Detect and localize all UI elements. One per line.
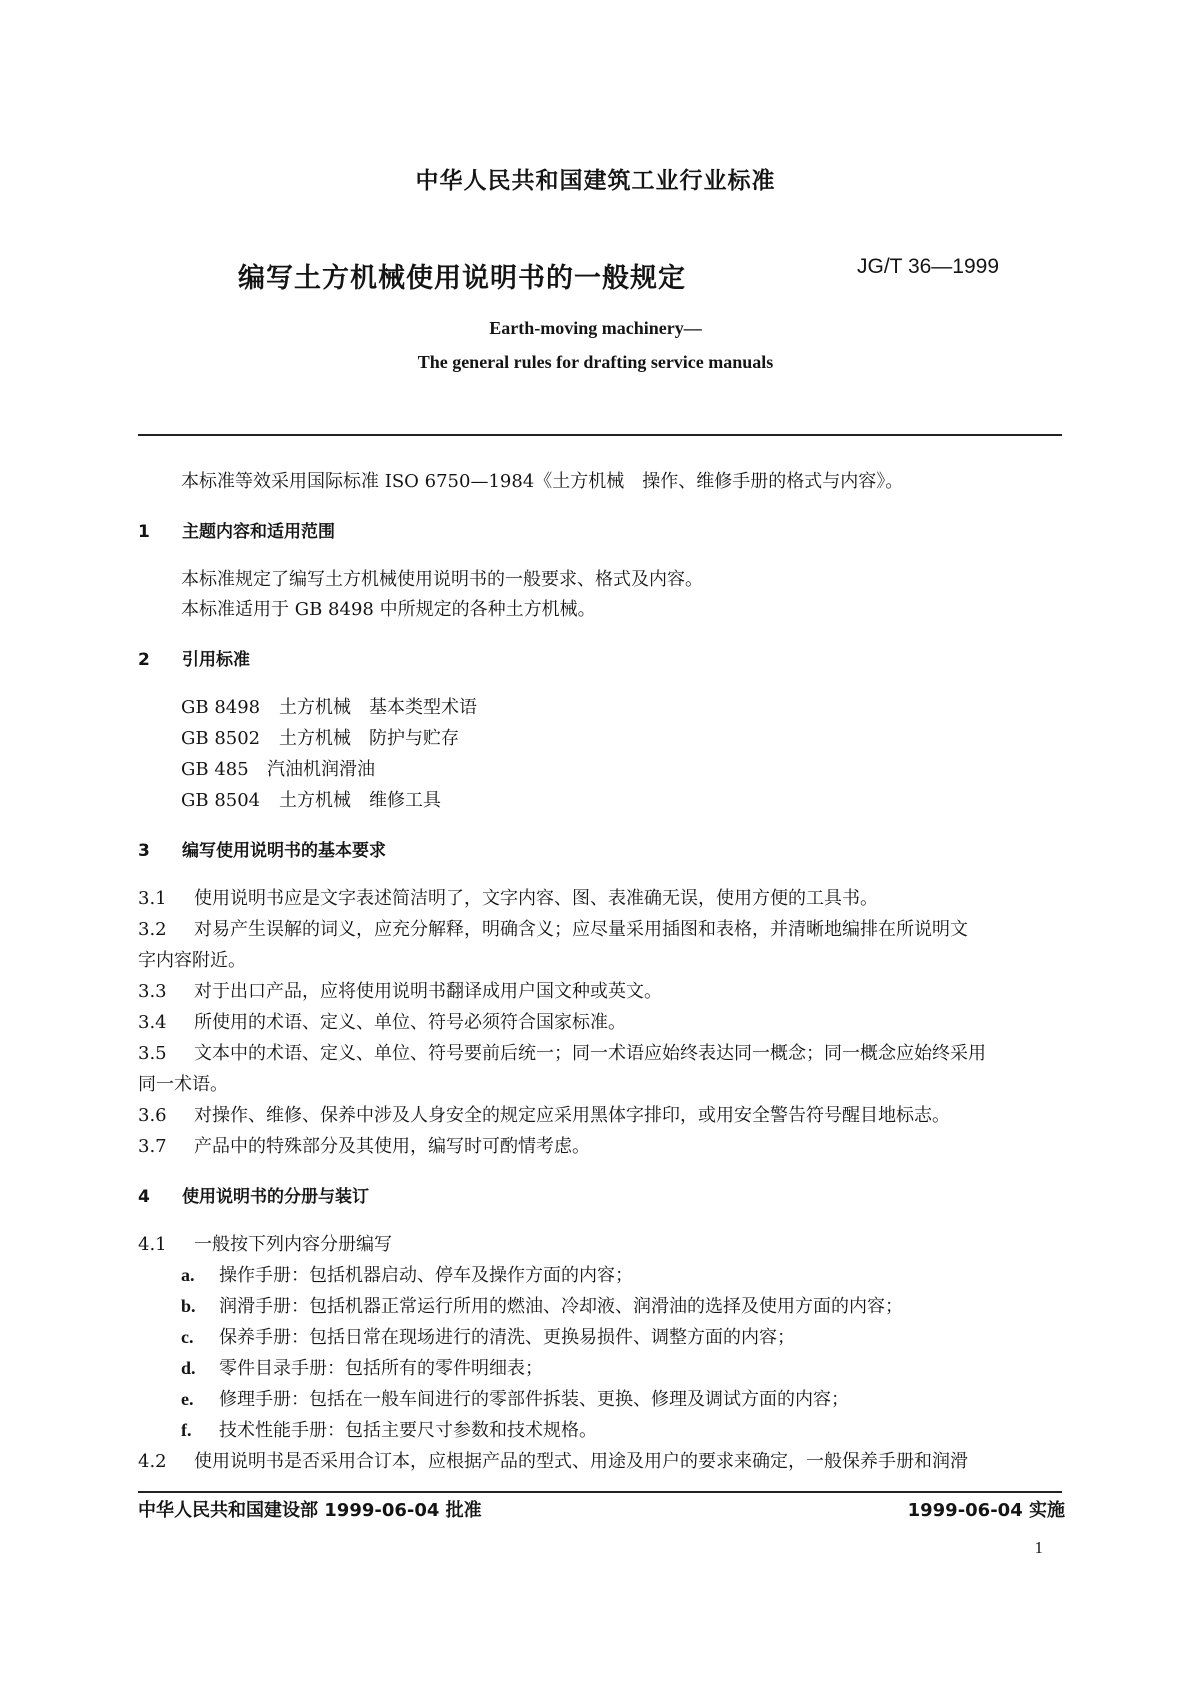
clause-3-3 <box>138 977 662 1003</box>
item-letter: d. <box>181 1358 196 1378</box>
clause-text: 一般按下列内容分册编写 <box>194 1234 392 1255</box>
clause-number: 3.6 <box>138 1105 167 1126</box>
reference-item <box>181 693 477 719</box>
standard-number: JG/T 36—1999 <box>857 255 1000 278</box>
section-title: 主题内容和适用范围 <box>182 522 335 542</box>
reference-code: GB 8504 <box>181 790 261 811</box>
header-rule <box>138 434 1062 436</box>
item-text: 操作手册：包括机器启动、停车及操作方面的内容； <box>219 1265 633 1286</box>
reference-code: GB 8498 <box>181 697 261 718</box>
clause-3-5 <box>138 1039 986 1065</box>
section-heading-1 <box>138 517 335 542</box>
clause-number: 3.1 <box>138 888 167 909</box>
item-letter: f. <box>181 1420 192 1440</box>
intro-paragraph: 本标准等效采用国际标准 ISO 6750—1984《土方机械 操作、维修手册的格式与内容》。 <box>181 471 904 492</box>
implementation-line: 1999-06-04 实施 <box>907 1500 1065 1521</box>
section-title: 使用说明书的分册与装订 <box>182 1187 369 1207</box>
list-item <box>181 1354 543 1380</box>
english-title-line2: The general rules for drafting service manuals <box>417 352 774 372</box>
section-heading-4 <box>138 1182 369 1207</box>
section-title: 编写使用说明书的基本要求 <box>182 841 386 861</box>
clause-3-4 <box>138 1008 626 1034</box>
clause-text: 使用说明书应是文字表述简洁明了，文字内容、图、表准确无误，使用方便的工具书。 <box>194 888 878 909</box>
clause-3-5-continued: 同一术语。 <box>138 1074 228 1095</box>
section-number: 4 <box>138 1187 150 1207</box>
clause-3-6 <box>138 1101 950 1127</box>
list-item <box>181 1323 795 1349</box>
clause-text: 对操作、维修、保养中涉及人身安全的规定应采用黑体字排印，或用安全警告符号醒目地标志。 <box>194 1105 950 1126</box>
reference-name: 土方机械 防护与贮存 <box>279 728 459 749</box>
clause-number: 3.3 <box>138 981 167 1002</box>
clause-text: 对易产生误解的词义，应充分解释，明确含义；应尽量采用插图和表格，并清晰地编排在所说明文 <box>194 919 968 940</box>
clause-4-2 <box>138 1447 968 1473</box>
issuing-organization: 中华人民共和国建筑工业行业标准 <box>415 168 776 194</box>
reference-code: GB 8502 <box>181 728 261 749</box>
item-text: 技术性能手册：包括主要尺寸参数和技术规格。 <box>219 1420 597 1441</box>
section-title: 引用标准 <box>182 650 250 670</box>
document-title: 编写土方机械使用说明书的一般规定 <box>238 263 686 294</box>
clause-number: 3.5 <box>138 1043 167 1064</box>
section-number: 3 <box>138 841 150 861</box>
clause-text: 所使用的术语、定义、单位、符号必须符合国家标准。 <box>194 1012 626 1033</box>
english-title-line1: Earth-moving machinery— <box>489 318 702 338</box>
clause-text: 对于出口产品，应将使用说明书翻译成用户国文种或英文。 <box>194 981 662 1002</box>
reference-item <box>181 724 459 750</box>
approval-line: 中华人民共和国建设部 1999-06-04 批准 <box>138 1500 482 1521</box>
reference-name: 土方机械 维修工具 <box>279 790 441 811</box>
page-number: 1 <box>1034 1538 1043 1557</box>
clause-text: 产品中的特殊部分及其使用，编写时可酌情考虑。 <box>194 1136 590 1157</box>
clause-4-1 <box>138 1230 392 1256</box>
item-text: 修理手册：包括在一般车间进行的零部件拆装、更换、修理及调试方面的内容； <box>219 1389 849 1410</box>
clause-number: 3.2 <box>138 919 167 940</box>
list-item <box>181 1261 633 1287</box>
clause-3-1 <box>138 884 878 910</box>
list-item <box>181 1292 903 1318</box>
section-heading-2 <box>138 645 250 670</box>
clause-3-7 <box>138 1132 590 1158</box>
reference-code: GB 485 <box>181 759 249 780</box>
item-letter: a. <box>181 1265 195 1285</box>
item-text: 润滑手册：包括机器正常运行所用的燃油、冷却液、润滑油的选择及使用方面的内容； <box>219 1296 903 1317</box>
item-letter: b. <box>181 1296 196 1316</box>
clause-text: 文本中的术语、定义、单位、符号要前后统一；同一术语应始终表达同一概念；同一概念应始终采用 <box>194 1043 986 1064</box>
section-heading-3 <box>138 836 386 861</box>
item-text: 保养手册：包括日常在现场进行的清洗、更换易损件、调整方面的内容； <box>219 1327 795 1348</box>
clause-text: 使用说明书是否采用合订本，应根据产品的型式、用途及用户的要求来确定，一般保养手册和润滑 <box>194 1451 968 1472</box>
clause-3-2-continued: 字内容附近。 <box>138 950 246 971</box>
section1-paragraph-1: 本标准规定了编写土方机械使用说明书的一般要求、格式及内容。 <box>181 569 703 590</box>
section-number: 1 <box>138 522 150 542</box>
clause-3-2 <box>138 915 968 941</box>
reference-item <box>181 755 375 781</box>
section-number: 2 <box>138 650 150 670</box>
reference-name: 汽油机润滑油 <box>267 759 375 780</box>
reference-name: 土方机械 基本类型术语 <box>279 697 477 718</box>
clause-number: 3.7 <box>138 1136 167 1157</box>
list-item <box>181 1416 597 1442</box>
reference-item <box>181 786 441 812</box>
section1-paragraph-2: 本标准适用于 GB 8498 中所规定的各种土方机械。 <box>181 599 596 620</box>
item-text: 零件目录手册：包括所有的零件明细表； <box>219 1358 543 1379</box>
clause-number: 3.4 <box>138 1012 167 1033</box>
clause-number: 4.2 <box>138 1451 167 1472</box>
item-letter: c. <box>181 1327 194 1347</box>
item-letter: e. <box>181 1389 194 1409</box>
list-item <box>181 1385 849 1411</box>
clause-number: 4.1 <box>138 1234 167 1255</box>
footer-rule <box>138 1491 1062 1493</box>
